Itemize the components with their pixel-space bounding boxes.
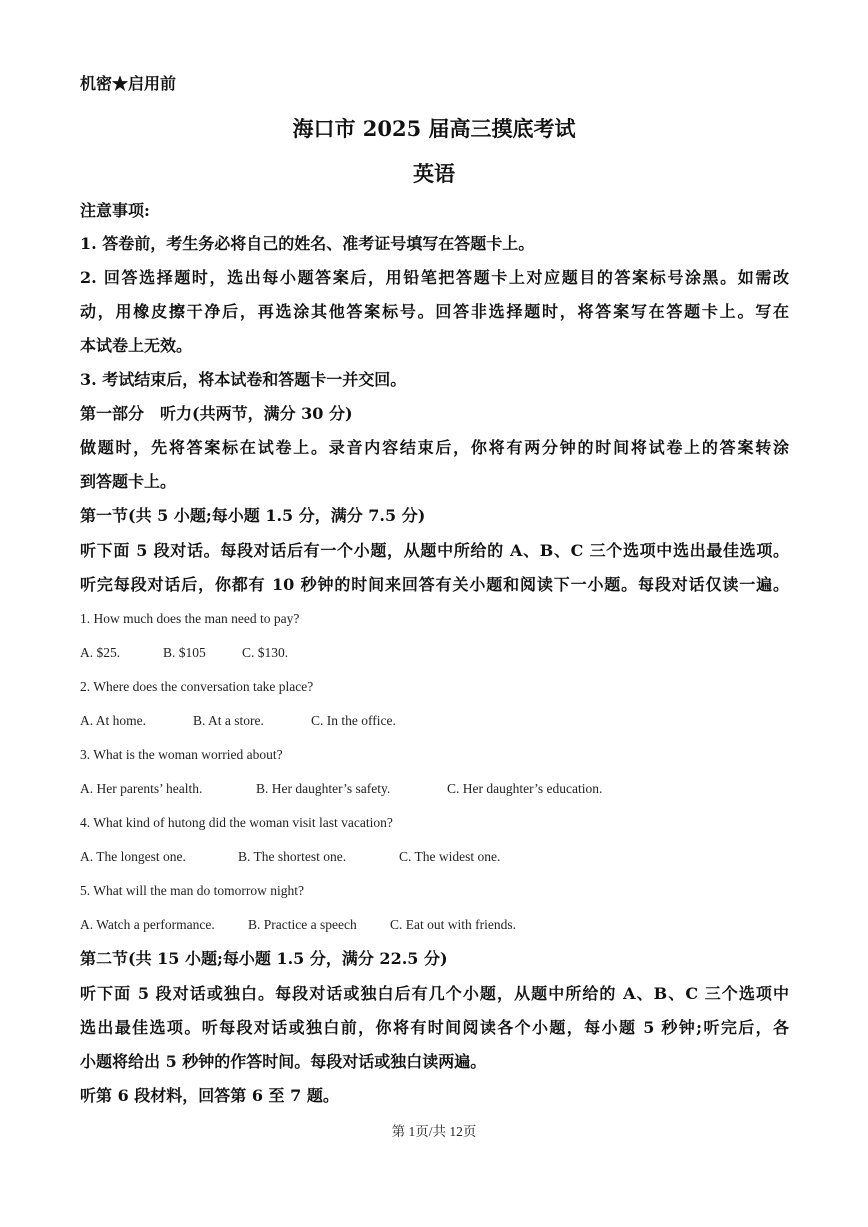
option-c: C. Eat out with friends.	[390, 917, 516, 932]
option-c: C. The widest one.	[399, 849, 501, 864]
question-4-options	[80, 848, 789, 866]
question-1: 1. How much does the man need to pay?	[80, 611, 300, 626]
page-number: 第 1页/共 12页	[391, 1124, 477, 1139]
option-a: A. At home.	[80, 713, 146, 728]
material-6-instruction: 听第 6 段材料，回答第 6 至 7 题。	[80, 1086, 339, 1105]
question-2: 2. Where does the conversation take place?	[80, 679, 314, 694]
section2-intro-line-1: 听下面 5 段对话或独白。每段对话或独白后有几个小题，从题中所给的 A、B、C 三个选项中	[80, 984, 789, 1003]
section1-intro-line-1: 听下面 5 段对话。每段对话后有一个小题，从题中所给的 A、B、C 三个选项中选出最佳选项。	[80, 541, 789, 560]
question-2-options	[80, 712, 789, 730]
section2-heading: 第二节(共 15 小题;每小题 1.5 分，满分 22.5 分)	[80, 949, 448, 968]
option-b: B. Her daughter’s safety.	[256, 781, 391, 796]
exam-title: 海口市 2025 届高三摸底考试	[292, 116, 576, 141]
part1-heading: 第一部分 听力(共两节，满分 30 分)	[80, 404, 353, 423]
question-4: 4. What kind of hutong did the woman visit last vacation?	[80, 815, 393, 830]
part1-intro-line-1: 做题时，先将答案标在试卷上。录音内容结束后，你将有两分钟的时间将试卷上的答案转涂	[80, 438, 789, 457]
question-3-options	[80, 780, 789, 798]
notice-item-2-line-2: 动，用橡皮擦干净后，再选涂其他答案标号。回答非选择题时，将答案写在答题卡上。写在	[80, 302, 789, 321]
option-a: A. Her parents’ health.	[80, 781, 203, 796]
section1-heading: 第一节(共 5 小题;每小题 1.5 分，满分 7.5 分)	[80, 506, 426, 525]
subject-title: 英语	[413, 161, 455, 186]
part1-intro-line-2: 到答题卡上。	[80, 472, 177, 491]
option-a: A. Watch a performance.	[80, 917, 215, 932]
section2-intro-line-2: 选出最佳选项。听每段对话或独白前，你将有时间阅读各个小题，每小题 5 秒钟;听完后，各	[80, 1018, 789, 1037]
option-b: B. At a store.	[193, 713, 264, 728]
question-5-options	[80, 916, 789, 934]
confidential-label: 机密★启用前	[80, 74, 177, 93]
option-c: C. Her daughter’s education.	[447, 781, 603, 796]
notice-item-3: 3. 考试结束后，将本试卷和答题卡一并交回。	[80, 370, 407, 389]
option-c: C. In the office.	[311, 713, 396, 728]
option-a: A. $25.	[80, 645, 121, 660]
question-3: 3. What is the woman worried about?	[80, 747, 283, 762]
notice-item-2-line-1: 2. 回答选择题时，选出每小题答案后，用铅笔把答题卡上对应题目的答案标号涂黑。如需改	[80, 268, 789, 287]
option-b: B. $105	[163, 645, 206, 660]
option-a: A. The longest one.	[80, 849, 186, 864]
notice-item-1: 1. 答卷前，考生务必将自己的姓名、准考证号填写在答题卡上。	[80, 234, 535, 253]
option-b: B. Practice a speech	[248, 917, 357, 932]
question-5: 5. What will the man do tomorrow night?	[80, 883, 304, 898]
question-1-options	[80, 644, 789, 662]
option-b: B. The shortest one.	[238, 849, 347, 864]
notice-item-2-line-3: 本试卷上无效。	[80, 336, 193, 355]
option-c: C. $130.	[242, 645, 289, 660]
notice-heading: 注意事项:	[80, 201, 150, 220]
section2-intro-line-3: 小题将给出 5 秒钟的作答时间。每段对话或独白读两遍。	[80, 1052, 487, 1071]
section1-intro-line-2: 听完每段对话后，你都有 10 秒钟的时间来回答有关小题和阅读下一小题。每段对话仅读一遍。	[80, 575, 789, 594]
